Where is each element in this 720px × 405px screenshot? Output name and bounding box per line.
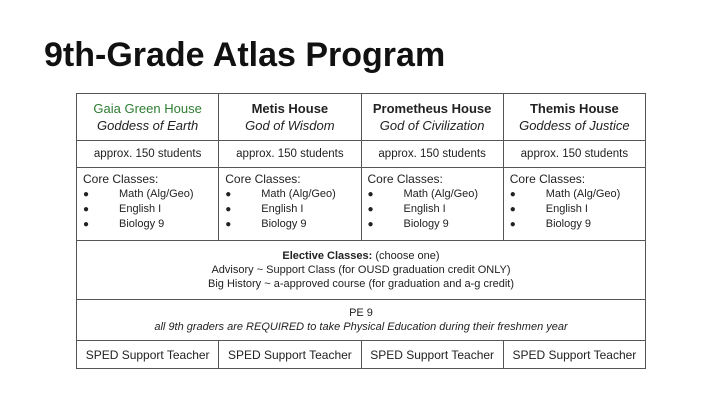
bullet-icon: ● [367,189,374,200]
class-name: Math (Alg/Geo) [261,188,336,200]
bullet-icon: ● [509,204,516,215]
core-classes-cell [219,168,361,241]
core-classes-list [83,187,218,232]
bullet-icon: ● [83,219,90,230]
list-item [510,202,645,217]
student-count: approx. 150 students [219,141,361,168]
student-count: approx. 150 students [361,141,503,168]
bullet-icon: ● [509,219,516,230]
list-item [83,217,218,232]
class-name: Biology 9 [119,218,165,230]
house-header-gaia [77,94,219,141]
sped-teacher: SPED Support Teacher [503,341,645,369]
house-name: Themis House [529,101,619,116]
sped-teacher: SPED Support Teacher [361,341,503,369]
house-name: Metis House [251,101,329,116]
core-classes-cell [77,168,219,241]
class-name: Math (Alg/Geo) [545,188,621,200]
house-name: Prometheus House [372,101,492,116]
class-name: English I [261,203,304,215]
list-item [510,217,645,232]
house-subtitle: Goddess of Justice [519,118,630,133]
house-name: Gaia Green House [93,101,202,116]
bullet-icon: ● [83,204,90,215]
bullet-icon: ● [367,219,374,230]
core-classes-cell [503,168,645,241]
bullet-icon: ● [225,219,232,230]
page-title: 9th-Grade Atlas Program [44,36,446,74]
electives-cell [77,241,646,300]
sped-teacher: SPED Support Teacher [219,341,361,369]
core-classes-row [77,168,646,241]
student-count: approx. 150 students [503,141,645,168]
sped-teacher: SPED Support Teacher [77,341,219,369]
electives-note: (choose one) [375,250,440,262]
core-classes-label: Core Classes: [83,172,159,186]
core-classes-label: Core Classes: [509,172,586,186]
house-header-prometheus [361,94,503,141]
house-header-themis [503,94,645,141]
electives-label: Elective Classes: [282,250,373,262]
list-item [368,217,503,232]
house-subtitle: Goddess of Earth [97,118,199,133]
class-name: Biology 9 [261,218,307,230]
elective-big-history: Big History ~ a-approved course (for graduation and a-g credit) [207,278,515,290]
class-name: Biology 9 [403,218,449,230]
bullet-icon: ● [367,204,374,215]
class-name: English I [119,203,162,215]
core-classes-label: Core Classes: [367,172,443,186]
list-item [83,202,218,217]
list-item [225,202,360,217]
bullet-icon: ● [509,189,516,200]
list-item [225,187,360,202]
pe-cell [77,300,646,341]
class-name: English I [403,203,446,215]
core-classes-label: Core Classes: [225,172,301,186]
pe-title: PE 9 [349,307,373,319]
list-item [368,187,503,202]
list-item [368,202,503,217]
student-count-row [77,141,646,168]
core-classes-cell [361,168,503,241]
core-classes-list [510,187,645,232]
pe-note: all 9th graders are REQUIRED to take Physical Education during their freshmen year [154,321,568,333]
bullet-icon: ● [225,204,232,215]
pe-row [77,300,646,341]
sped-row [77,341,646,369]
core-classes-list [368,187,503,232]
list-item [83,187,218,202]
student-count: approx. 150 students [77,141,219,168]
list-item [225,217,360,232]
electives-heading [77,249,645,263]
atlas-program-table [76,93,646,369]
elective-advisory: Advisory ~ Support Class (for OUSD graduation credit ONLY) [211,264,511,276]
class-name: English I [545,203,588,215]
class-name: Biology 9 [545,218,592,230]
bullet-icon: ● [83,189,90,200]
bullet-icon: ● [225,189,232,200]
class-name: Math (Alg/Geo) [119,188,194,200]
class-name: Math (Alg/Geo) [403,188,479,200]
house-subtitle: God of Civilization [379,118,485,133]
house-header-metis [219,94,361,141]
list-item [510,187,645,202]
core-classes-list [225,187,360,232]
electives-row [77,241,646,300]
house-header-row [77,94,646,141]
house-subtitle: God of Wisdom [245,118,335,133]
